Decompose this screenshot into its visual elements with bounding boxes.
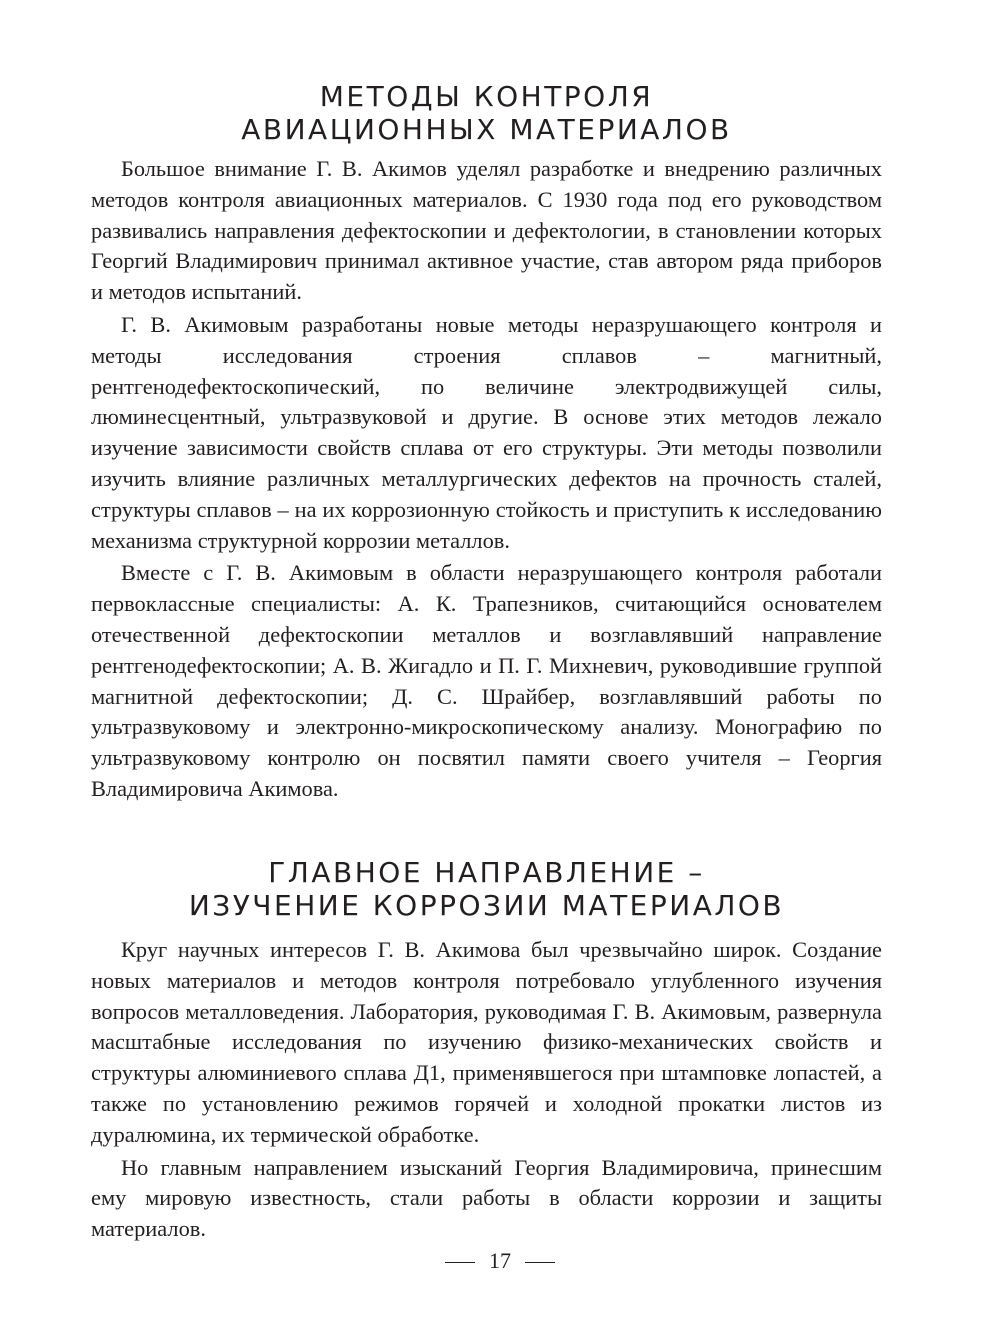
section-heading-control-methods [91,80,882,146]
section-body-corrosion-study [91,935,882,1247]
page-number: 17 [489,1248,511,1273]
heading-line: МЕТОДЫ КОНТРОЛЯ [319,80,654,113]
page-number-footer [0,1246,1000,1276]
heading-line: ГЛАВНОЕ НАПРАВЛЕНИЕ – [268,856,705,889]
heading-line: АВИАЦИОННЫХ МАТЕРИАЛОВ [241,113,732,146]
dash-left [445,1262,475,1263]
heading-line: ИЗУЧЕНИЕ КОРРОЗИИ МАТЕРИАЛОВ [188,889,785,922]
paragraph: Вместе с Г. В. Акимовым в области неразрушающего контроля работали первоклассные специалисты: А. К. Трапезников, считающийся основателем отечественной дефектоскопии металлов и возглавлявший направление рентгенодефектоскопии; А. В. Жигадло и П. Г. Михневич, руководившие группой магнитной дефектоскопии; Д. С. Шрайбер, возглавлявший работы по ультразвуковому и электронно-микроскопическому анализу. Монографию по ультразвуковому контролю он посвятил памяти своего учителя – Георгия Владимировича Акимова. [91,560,882,801]
paragraph: Но главным направлением изысканий Георгия Владимировича, принесшим ему мировую известность, стали работы в области коррозии и защиты материалов. [91,1154,882,1242]
section-body-control-methods [91,154,882,807]
paragraph: Круг научных интересов Г. В. Акимова был чрезвычайно широк. Создание новых материалов и методов контроля потребовало углубленного изучения вопросов металловедения. Лаборатория, руководимая Г. В. Акимовым, развернула масштабные исследования по изучению физико-механических свойств и структуры алюминиевого сплава Д1, применявшегося при штамповке лопастей, а также по установлению режимов горячей и холодной прокатки листов из дуралюмина, их термической обработке. [91,937,882,1147]
dash-right [525,1262,555,1263]
paragraph: Г. В. Акимовым разработаны новые методы неразрушающего контроля и методы исследования строения сплавов – магнитный, рентгенодефектоскопический, по величине электродвижущей силы, люминесцентный, ультразвуковой и другие. В основе этих методов лежало изучение зависимости свойств сплава от его структуры. Эти методы позволили изучить влияние различных металлургических дефектов на прочность сталей, структуры сплавов – на их коррозионную стойкость и приступить к исследованию механизма структурной коррозии металлов. [91,311,882,553]
book-page [91,0,882,1326]
paragraph: Большое внимание Г. В. Акимов уделял разработке и внедрению различных методов контроля авиационных материалов. С 1930 года под его руководством развивались направления дефектоскопии и дефектологии, в становлении которых Георгий Владимирович принимал активное участие, став автором ряда приборов и методов испытаний. [91,156,882,305]
section-heading-corrosion-study [91,856,882,922]
